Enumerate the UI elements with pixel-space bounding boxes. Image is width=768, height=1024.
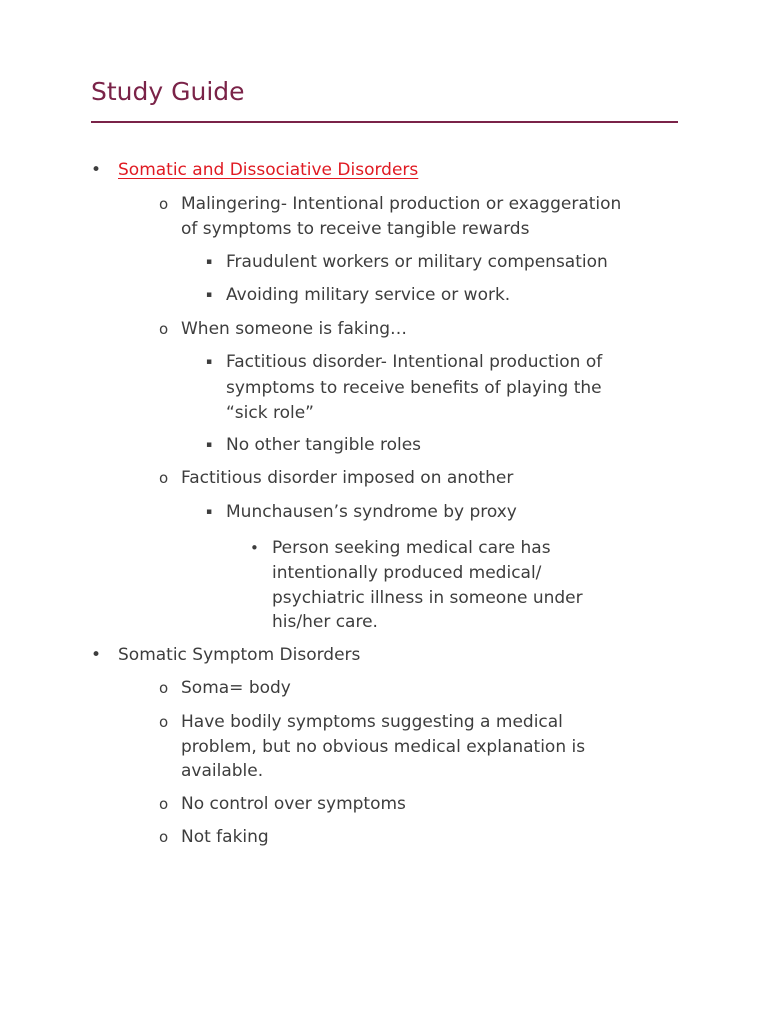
list-item-text: his/her care. [272,612,378,632]
circle-bullet-icon: o [159,713,169,731]
section-heading: Somatic and Dissociative Disorders [118,160,419,180]
list-item-text: Munchausen’s syndrome by proxy [226,502,517,522]
list-item-text: available. [181,761,264,781]
list-item-text: Factitious disorder- Intentional production of [226,352,603,372]
section-heading: Somatic Symptom Disorders [118,645,361,665]
list-item-text: Avoiding military service or work. [226,285,511,305]
square-bullet-icon: ▪ [206,290,213,300]
square-bullet-icon: ▪ [206,440,213,450]
list-item-text: problem, but no obvious medical explanation is [181,737,586,757]
list-item-text: No control over symptoms [181,794,406,814]
list-item-text: Soma= body [181,678,291,698]
list-item-text: Factitious disorder imposed on another [181,468,514,488]
page-title: Study Guide [91,77,245,106]
circle-bullet-icon: o [159,828,169,846]
list-item-text: Malingering- Intentional production or exaggeration [181,194,622,214]
circle-bullet-icon: o [159,320,169,338]
bullet-icon: • [91,645,102,665]
title-divider [91,121,678,123]
list-item-text: intentionally produced medical/ [272,563,542,583]
list-item-text: symptoms to receive benefits of playing the [226,378,602,398]
circle-bullet-icon: o [159,679,169,697]
bullet-icon: • [91,160,102,180]
list-item-text: psychiatric illness in someone under [272,588,583,608]
list-item-text: Fraudulent workers or military compensation [226,252,608,272]
square-bullet-icon: ▪ [206,507,213,517]
circle-bullet-icon: o [159,195,169,213]
list-item-text: of symptoms to receive tangible rewards [181,219,530,239]
list-item-text: No other tangible roles [226,435,422,455]
dot-bullet-icon: • [250,539,259,557]
list-item-text: Have bodily symptoms suggesting a medical [181,712,563,732]
list-item-text: When someone is faking… [181,319,408,339]
list-item-text: “sick role” [226,403,314,423]
circle-bullet-icon: o [159,795,169,813]
circle-bullet-icon: o [159,469,169,487]
square-bullet-icon: ▪ [206,357,213,367]
list-item-text: Person seeking medical care has [272,538,551,558]
list-item-text: Not faking [181,827,269,847]
square-bullet-icon: ▪ [206,257,213,267]
